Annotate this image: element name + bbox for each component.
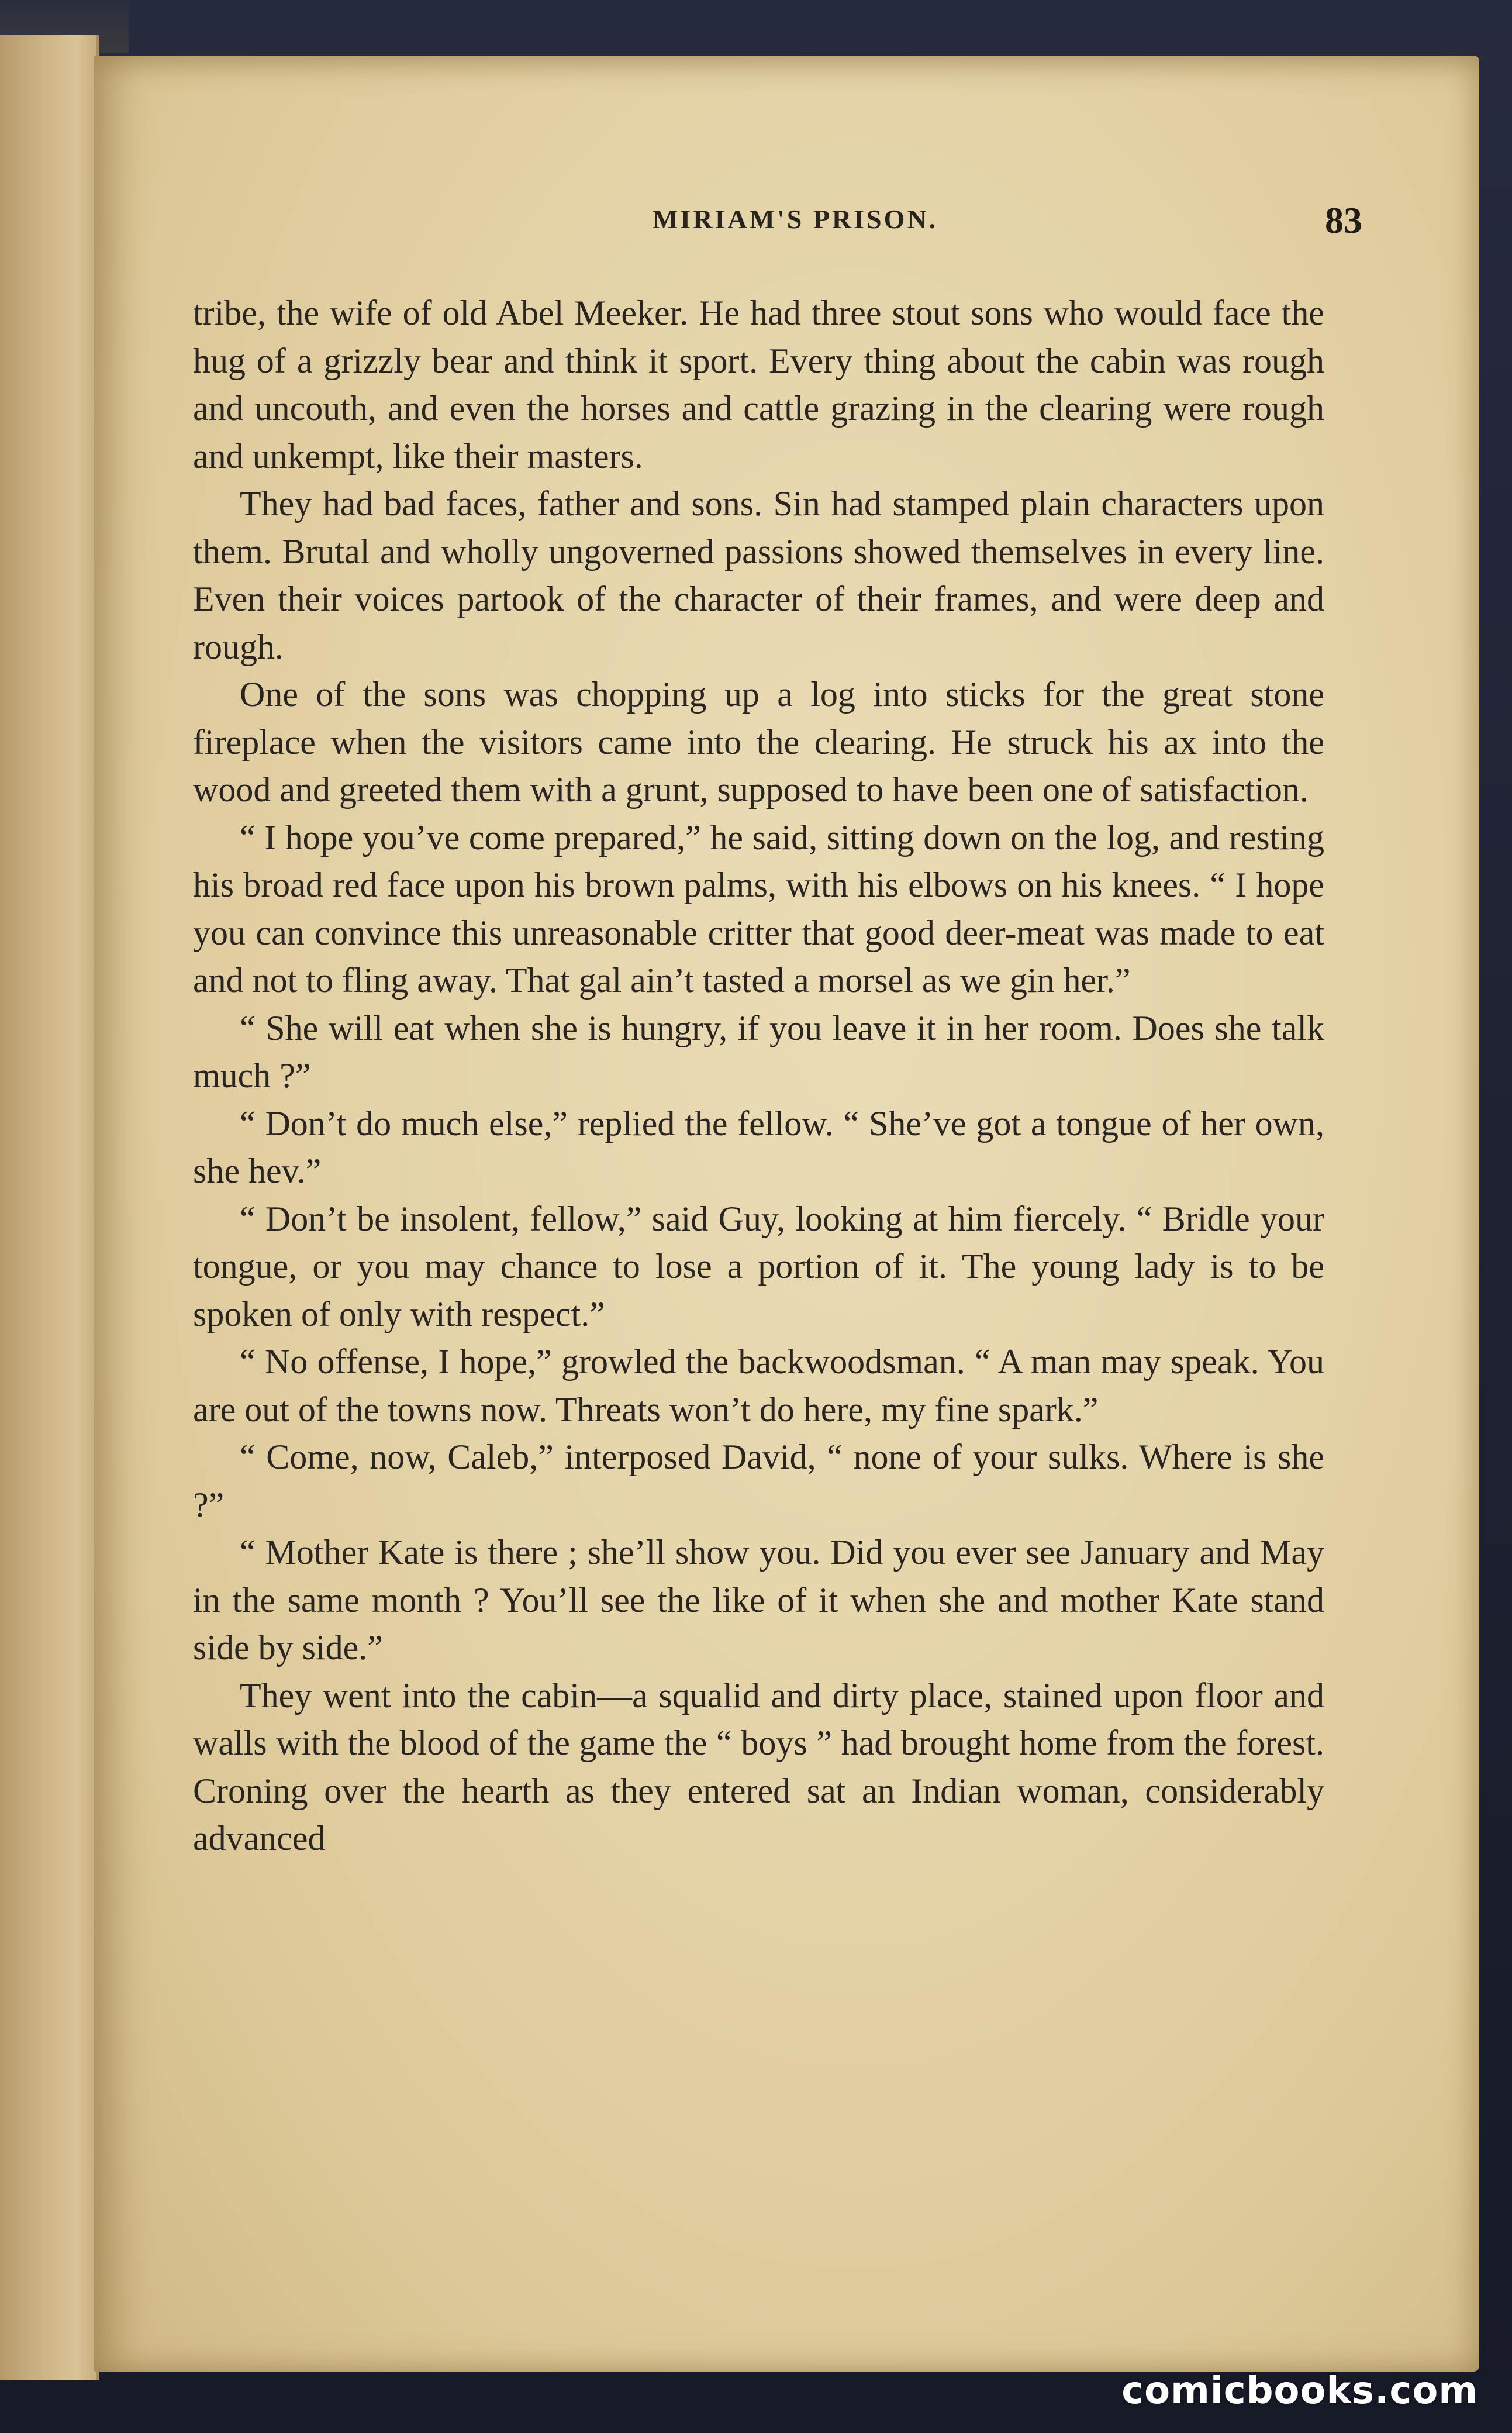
body-text <box>193 290 1324 1863</box>
running-title: MIRIAM'S PRISON. <box>652 204 938 234</box>
paragraph: They went into the cabin—a squalid and dirty place, stained upon floor and walls with the blood of the game the “ boys ” had brought home from the forest. Croning over the hearth as they entered sat an Indian woman, considerably advanced <box>193 1676 1324 1858</box>
paragraph: “ She will eat when she is hungry, if you leave it in her room. Does she talk much ?” <box>193 1008 1324 1095</box>
paragraph: “ Don’t do much else,” replied the fellow. “ She’ve got a tongue of her own, she hev.” <box>193 1104 1324 1190</box>
paragraph: “ I hope you’ve come prepared,” he said, sitting down on the log, and resting his broad red face upon his brown palms, with his elbows on his knees. “ I hope you can convince this unreasonable critter that good deer-meat was made to eat and not to fling away. That gal ain’t tasted a morsel as we gin her.” <box>193 818 1324 1000</box>
paragraph: “ No offense, I hope,” growled the backwoodsman. “ A man may speak. You are out of the towns now. Threats won’t do here, my fine spark.” <box>193 1342 1324 1429</box>
paragraph: tribe, the wife of old Abel Meeker. He had three stout sons who would face the hug of a grizzly bear and think it sport. Every thing about the cabin was rough and uncouth, and even the horses and cattle grazing in the clearing were rough and unkempt, like their masters. <box>193 294 1324 475</box>
paragraph: “ Mother Kate is there ; she’ll show you. Did you ever see January and May in the same month ? You’ll see the like of it when she and mother Kate stand side by side.” <box>193 1533 1324 1667</box>
paragraph: One of the sons was chopping up a log into sticks for the great stone fireplace when the visitors came into the clearing. He struck his ax into the wood and greeted them with a grunt, supposed to have been one of satisfaction. <box>193 675 1324 809</box>
watermark: comicbooks.com <box>1121 2369 1478 2413</box>
paragraph: “ Come, now, Caleb,” interposed David, “ none of your sulks. Where is she ?” <box>193 1438 1324 1524</box>
left-page-edge <box>0 35 99 2380</box>
paragraph: “ Don’t be insolent, fellow,” said Guy, looking at him fiercely. “ Bridle your tongue, or you may chance to lose a portion of it. The young lady is to be spoken of only with respect.” <box>193 1199 1324 1333</box>
running-head <box>94 199 1479 246</box>
page-number: 83 <box>1325 199 1362 241</box>
paragraph: They had bad faces, father and sons. Sin had stamped plain characters upon them. Brutal and wholly ungoverned passions showed themselves in every line. Even their voices partook of the character of their frames, and were deep and rough. <box>193 484 1324 666</box>
